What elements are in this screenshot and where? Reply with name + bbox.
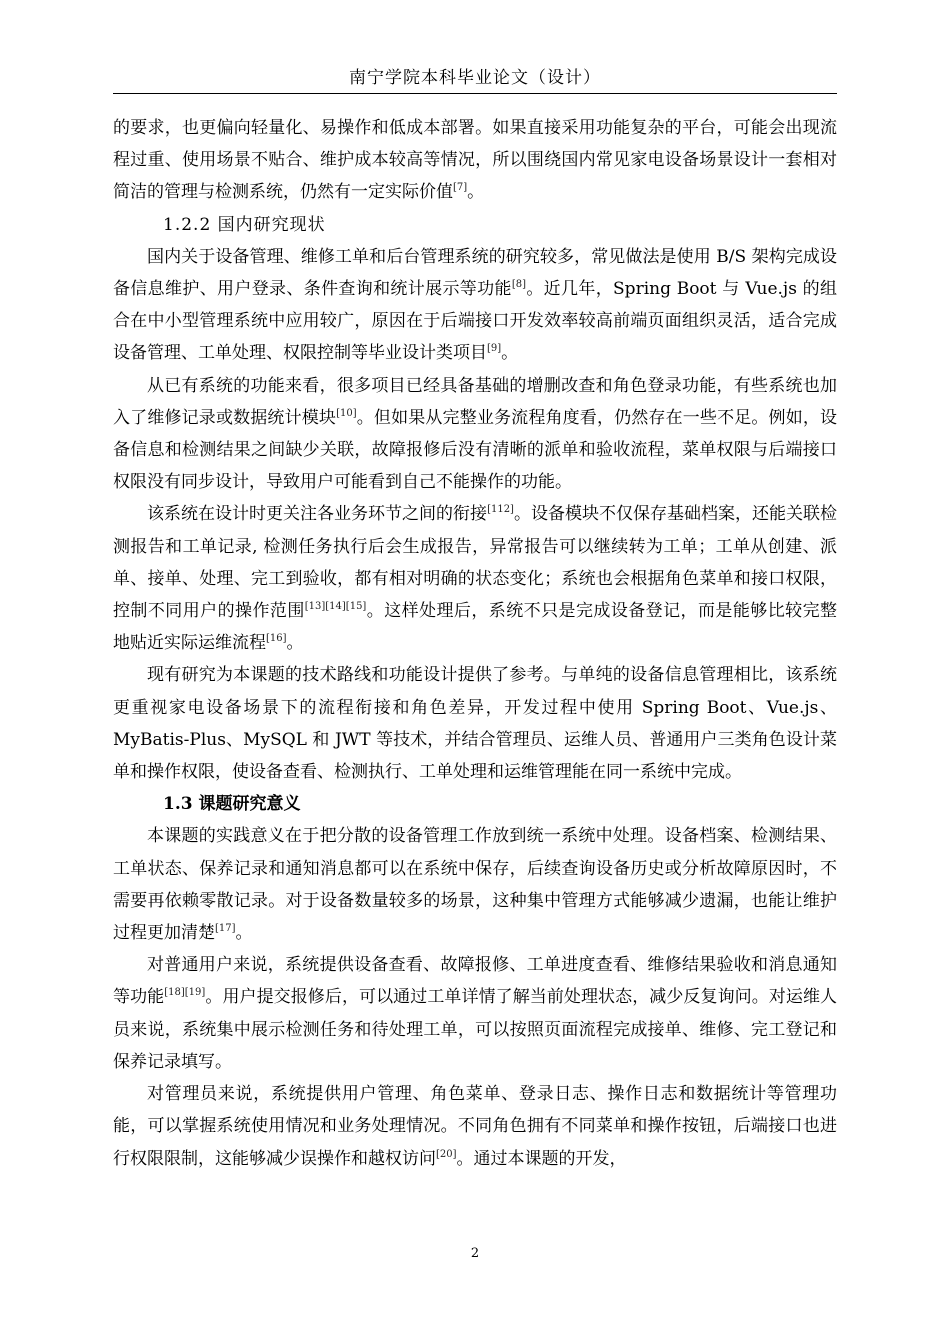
citation: [20] (436, 1148, 457, 1160)
citation: [9] (487, 343, 502, 355)
main-content (113, 112, 837, 1175)
paragraph: 本课题的实践意义在于把分散的设备管理工作放到统一系统中处理。设备档案、检测结果、工单状态、保养记录和通知消息都可以在系统中保存，后续查询设备历史或分析故障原因时，不需要再依赖零散记录。对于设备数量较多的场景，这种集中管理方式能够减少遗漏，也能让维护过程更加清楚[17]。 (113, 826, 837, 944)
citation: [8] (511, 279, 526, 291)
paragraph: 对普通用户来说，系统提供设备查看、故障报修、工单进度查看、维修结果验收和消息通知等功能[18][19]。用户提交报修后，可以通过工单详情了解当前处理状态，减少反复询问。对运维人员来说，系统集中展示检测任务和待处理工单，可以按照页面流程完成接单、维修、完工登记和保养记录填写。 (113, 955, 838, 1072)
citation: [18][19] (164, 987, 206, 999)
page-number: 2 (470, 1246, 480, 1261)
citation: [16] (266, 633, 287, 645)
header-divider (113, 93, 837, 94)
paragraph: 现有研究为本课题的技术路线和功能设计提供了参考。与单纯的设备信息管理相比，该系统更重视家电设备场景下的流程衔接和角色差异，开发过程中使用 Spring Boot、Vue.js、MyBatis-Plus、MySQL 和 JWT 等技术，并结合管理员、运维人员、普通用户三类角色设计菜单和操作权限，使设备查看、检测执行、工单处理和运维管理能在同一系统中完成。 (113, 665, 837, 783)
citation: [7] (453, 182, 468, 194)
paragraph: 国内关于设备管理、维修工单和后台管理系统的研究较多，常见做法是使用 B/S 架构完成设备信息维护、用户登录、条件查询和统计展示等功能[8]。近几年，Spring Boot 与 Vue.js 的组合在中小型管理系统中应用较广，原因在于后端接口开发效率较高前端页面组织灵活，适合完成设备管理、工单处理、权限控制等毕业设计类项目[9]。 (113, 246, 838, 364)
paragraph: 该系统在设计时更关注各业务环节之间的衔接[112]。设备模块不仅保存基础档案，还能关联检测报告和工单记录, 检测任务执行后会生成报告，异常报告可以继续转为工单；工单从创建、派单、接单、处理、完工到验收，都有相对明确的状态变化；系统也会根据角色菜单和接口权限，控制不同用户的操作范围[13][14][15]。这样处理后，系统不只是完成设备登记，而是能够比较完整地贴近实际运维流程[16]。 (113, 504, 838, 654)
citation: [13][14][15] (304, 601, 367, 613)
page-header: 南宁学院本科毕业论文（设计） (349, 68, 601, 88)
section-heading-1-3: 1.3 课题研究意义 (163, 794, 301, 815)
citation: [10] (336, 407, 357, 419)
citation: [17] (215, 923, 236, 935)
section-heading-1-2-2: 1.2.2 国内研究现状 (163, 214, 326, 235)
paragraph: 从已有系统的功能来看，很多项目已经具备基础的增删改查和角色登录功能，有些系统也加入了维修记录或数据统计模块[10]。但如果从完整业务流程角度看，仍然存在一些不足。例如，设备信息和检测结果之间缺少关联，故障报修后没有清晰的派单和验收流程，菜单权限与后端接口权限没有同步设计，导致用户可能看到自己不能操作的功能。 (113, 375, 838, 493)
paragraph-continued: 的要求，也更偏向轻量化、易操作和低成本部署。如果直接采用功能复杂的平台，可能会出现流程过重、使用场景不贴合、维护成本较高等情况，所以围绕国内常见家电设备场景设计一套相对简洁的管理与检测系统，仍然有一定实际价值[7]。 (113, 118, 837, 203)
citation: [112] (487, 504, 514, 516)
paragraph: 对管理员来说，系统提供用户管理、角色菜单、登录日志、操作日志和数据统计等管理功能，可以掌握系统使用情况和业务处理情况。不同角色拥有不同菜单和操作按钮，后端接口也进行权限限制，这能够减少误操作和越权访问[20]。通过本课题的开发， (113, 1084, 837, 1169)
